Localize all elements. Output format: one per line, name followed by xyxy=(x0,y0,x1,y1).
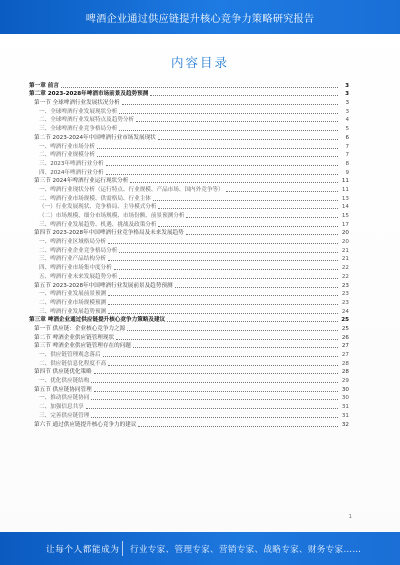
toc-entry-leader-dots xyxy=(133,347,338,348)
toc-entry[interactable] xyxy=(29,228,349,237)
toc-entry-label: 一、推动供应链协同 xyxy=(39,395,90,402)
toc-entry[interactable] xyxy=(29,176,349,185)
toc-entry-page: 30 xyxy=(341,386,349,393)
toc-entry-page: 13 xyxy=(341,195,349,202)
toc-entry[interactable] xyxy=(29,245,349,254)
toc-entry-page: 20 xyxy=(341,239,349,246)
toc-entry-label: 一、供应链管理观念落后 xyxy=(39,352,101,358)
toc-entry-leader-dots xyxy=(119,252,338,253)
toc-entry[interactable] xyxy=(29,158,349,167)
toc-entry-page: 6 xyxy=(345,134,349,141)
toc-entry-page: 23 xyxy=(341,291,349,298)
toc-entry-leader-dots xyxy=(119,130,338,131)
toc-entry-page: 26 xyxy=(341,334,349,341)
toc-entry[interactable] xyxy=(29,349,349,358)
toc-entry-label: 第三节 啤酒企业供应链管理存在的问题 xyxy=(34,343,131,350)
toc-entry-leader-dots xyxy=(108,304,338,305)
toc-entry-label: 五、啤酒行业未来发展趋势分析 xyxy=(39,273,118,280)
toc-entry-leader-dots xyxy=(106,165,338,166)
toc-entry-label: 四、啤酒行业市场集中度分析 xyxy=(39,265,112,272)
toc-entry-leader-dots xyxy=(108,260,338,261)
toc-entry-leader-dots xyxy=(114,269,338,270)
toc-entry[interactable] xyxy=(29,410,349,419)
toc-entry-leader-dots xyxy=(127,330,338,331)
toc-entry-leader-dots xyxy=(158,226,338,227)
toc-entry-leader-dots xyxy=(61,87,338,88)
toc-entry-label: 第一章 前言 xyxy=(29,82,59,89)
toc-entry-label: 第五节 供应链协同管理 xyxy=(34,386,92,393)
toc-entry[interactable] xyxy=(29,332,349,341)
toc-entry-leader-dots xyxy=(97,156,338,157)
toc-entry-label: 第三节 2024年啤酒行业运行现状分析 xyxy=(34,178,129,185)
toc-entry-page: 23 xyxy=(341,299,349,306)
toc-entry[interactable] xyxy=(29,219,349,228)
toc-entry[interactable] xyxy=(29,106,349,115)
toc-entry-label: 二、啤酒行业市场规模、供需格局、行业主体 xyxy=(39,195,151,202)
toc-entry-page: 30 xyxy=(341,395,349,402)
toc-entry-leader-dots xyxy=(119,278,338,279)
footer-divider xyxy=(122,541,123,556)
toc-entry-label: 第一节 全球啤酒行业发展状况分析 xyxy=(34,100,120,107)
toc-entry[interactable] xyxy=(29,193,349,202)
toc-entry-label: 第五节 2023-2028年中国啤酒行业发展前景及趋势预测 xyxy=(34,282,173,289)
toc-entry-leader-dots xyxy=(86,408,338,409)
toc-entry-page: 7 xyxy=(345,143,349,150)
toc-entry[interactable] xyxy=(29,123,349,132)
table-of-contents xyxy=(29,80,349,428)
toc-entry-page: 7 xyxy=(345,152,349,159)
toc-entry-page: 20 xyxy=(341,230,349,237)
toc-entry-label: 第一节 供应链：企业核心竞争力之源 xyxy=(34,325,126,332)
toc-entry-page: 8 xyxy=(345,160,349,167)
toc-entry-leader-dots xyxy=(186,234,338,235)
toc-entry[interactable] xyxy=(29,297,349,306)
toc-entry-leader-dots xyxy=(158,208,338,209)
toc-entry[interactable] xyxy=(29,289,349,298)
toc-entry[interactable] xyxy=(29,97,349,106)
toc-entry-page: 27 xyxy=(341,352,349,358)
toc-entry-leader-dots xyxy=(116,339,338,340)
toc-entry[interactable] xyxy=(29,306,349,315)
toc-entry-page: 23 xyxy=(341,282,349,289)
toc-entry-leader-dots xyxy=(119,113,338,114)
toc-entry-page: 4 xyxy=(345,117,349,124)
toc-entry-label: 第二节 啤酒企业供应链管理现状 xyxy=(34,334,115,341)
toc-entry-leader-dots xyxy=(108,243,338,244)
toc-entry-leader-dots xyxy=(122,104,338,105)
toc-entry-leader-dots xyxy=(130,182,338,183)
toc-entry-label: （一）行业发展现状、竞争格局、主导模式分析 xyxy=(39,204,157,211)
toc-entry[interactable] xyxy=(29,384,349,393)
toc-entry-page: 11 xyxy=(341,178,349,185)
toc-entry-leader-dots xyxy=(108,295,338,296)
toc-entry[interactable] xyxy=(29,262,349,271)
toc-entry-label: 三、啤酒行业产品结构分析 xyxy=(39,256,107,263)
toc-entry-page: 31 xyxy=(341,412,349,419)
toc-entry-page: 9 xyxy=(345,169,349,176)
toc-entry-leader-dots xyxy=(186,217,338,218)
footer-slogan-right: 行业专家、管理专家、营销专家、战略专家、财务专家…… xyxy=(130,545,362,555)
toc-entry-label: 一、啤酒行业市场分析 xyxy=(39,143,95,150)
toc-entry-label: 第二节 2023-2024年中国啤酒行业市场发展现状 xyxy=(34,134,156,141)
toc-entry-leader-dots xyxy=(103,356,338,357)
toc-entry[interactable] xyxy=(29,358,349,367)
report-title: 啤酒企业通过供应链提升核心竞争力策略研究报告 xyxy=(85,13,315,25)
toc-entry-leader-dots xyxy=(108,365,338,366)
toc-entry-leader-dots xyxy=(91,382,338,383)
page-number: 1 xyxy=(348,514,352,520)
toc-entry-page: 28 xyxy=(341,360,349,367)
toc-entry-leader-dots xyxy=(94,373,338,374)
report-footer-banner xyxy=(0,532,400,565)
toc-entry-label: 四、2024年啤酒行业分析 xyxy=(39,169,104,176)
toc-entry[interactable] xyxy=(29,271,349,280)
toc-entry-page: 25 xyxy=(341,325,349,332)
toc-entry-page: 14 xyxy=(341,204,349,211)
toc-entry-label: （二）市场规模、细分市场规模、市场份额、前景预测分析 xyxy=(39,213,185,219)
toc-entry[interactable] xyxy=(29,236,349,245)
toc-entry[interactable] xyxy=(29,89,349,98)
toc-entry-label: 三、啤酒行业发展趋势、机遇、挑战及政策分析 xyxy=(39,221,157,228)
toc-entry-page: 22 xyxy=(341,265,349,272)
toc-entry-leader-dots xyxy=(138,426,338,427)
toc-entry[interactable] xyxy=(29,202,349,211)
toc-entry-label: 第四节 2023-2028年中国啤酒行业竞争格局及未来发展趋势 xyxy=(34,230,184,237)
toc-entry-leader-dots xyxy=(97,148,338,149)
toc-entry-page: 3 xyxy=(345,91,349,98)
toc-entry-label: 三、啤酒行业发展趋势预测 xyxy=(39,308,107,315)
toc-entry-page: 22 xyxy=(341,273,349,280)
toc-entry-label: 一、啤酒行业发展前景预测 xyxy=(39,291,107,298)
toc-entry-page: 21 xyxy=(341,256,349,263)
toc-entry[interactable] xyxy=(29,375,349,384)
toc-entry[interactable] xyxy=(29,367,349,376)
toc-entry-leader-dots xyxy=(175,287,338,288)
toc-entry-label: 第六节 通过供应链提升核心竞争力的建议 xyxy=(34,421,137,428)
toc-entry-page: 25 xyxy=(341,317,349,324)
toc-entry-label: 二、加强信息共享 xyxy=(39,404,84,411)
toc-entry[interactable] xyxy=(29,315,349,324)
toc-entry[interactable] xyxy=(29,393,349,402)
toc-entry[interactable] xyxy=(29,141,349,150)
toc-entry-leader-dots xyxy=(108,313,338,314)
toc-entry-page: 31 xyxy=(341,404,349,411)
toc-entry-page: 15 xyxy=(341,213,349,219)
toc-entry-page: 17 xyxy=(341,221,349,228)
toc-entry-label: 二、啤酒行业规模分析 xyxy=(39,152,95,159)
toc-entry[interactable] xyxy=(29,167,349,176)
toc-entry-leader-dots xyxy=(136,121,338,122)
toc-entry-leader-dots xyxy=(158,139,338,140)
toc-entry-page: 24 xyxy=(341,308,349,315)
toc-entry-page: 29 xyxy=(341,378,349,385)
toc-entry[interactable] xyxy=(29,280,349,289)
toc-entry[interactable] xyxy=(29,341,349,350)
toc-entry-label: 三、完善供应链管理 xyxy=(39,412,90,419)
footer-slogan-left: 让每个人都能成为 xyxy=(46,545,120,555)
toc-entry-leader-dots xyxy=(94,391,338,392)
toc-entry-label: 一、全球啤酒行业发展现状分析 xyxy=(39,108,118,115)
toc-entry-label: 第三章 啤酒企业通过供应链提升核心竞争力策略及建议 xyxy=(29,317,166,324)
toc-entry-page: 11 xyxy=(341,186,349,193)
toc-entry-page: 27 xyxy=(341,343,349,350)
toc-entry-leader-dots xyxy=(91,399,338,400)
toc-entry[interactable] xyxy=(29,80,349,89)
toc-entry[interactable] xyxy=(29,401,349,410)
toc-entry-leader-dots xyxy=(226,191,338,192)
toc-entry-label: 一、啤酒行业区域格局分析 xyxy=(39,239,107,246)
toc-entry[interactable] xyxy=(29,419,349,428)
toc-entry[interactable] xyxy=(29,254,349,263)
toc-entry-page: 28 xyxy=(341,369,349,376)
toc-entry-label: 一、啤酒行业现状分析（运行特点、行业规模、产品市场、国内外竞争等） xyxy=(39,186,224,193)
toc-entry-label: 二、供应链信息化程度不高 xyxy=(39,360,107,367)
toc-entry-leader-dots xyxy=(150,95,338,96)
toc-entry-page: 3 xyxy=(345,100,349,107)
toc-entry[interactable] xyxy=(29,132,349,141)
toc-entry-label: 第四节 供应链优化策略 xyxy=(34,369,92,376)
toc-entry-page: 5 xyxy=(345,126,349,133)
toc-entry[interactable] xyxy=(29,210,349,219)
toc-entry-label: 二、全球啤酒行业发展特点及趋势分析 xyxy=(39,117,135,124)
toc-entry[interactable] xyxy=(29,150,349,159)
toc-entry-label: 第二章 2023-2028年啤酒市场前景及趋势预测 xyxy=(29,91,149,98)
toc-entry-label: 二、啤酒行业企业竞争格局分析 xyxy=(39,247,118,254)
toc-entry-label: 二、啤酒行业市场规模预测 xyxy=(39,299,107,306)
toc-entry-leader-dots xyxy=(153,200,338,201)
toc-entry-leader-dots xyxy=(91,417,338,418)
toc-entry-label: 三、2023年啤酒行业分析 xyxy=(39,160,104,167)
report-header-banner xyxy=(0,0,400,34)
toc-entry-leader-dots xyxy=(167,321,338,322)
toc-entry[interactable] xyxy=(29,184,349,193)
toc-entry-page: 3 xyxy=(345,82,349,89)
toc-entry-page: 32 xyxy=(341,421,349,428)
toc-entry-label: 三、全球啤酒行业竞争格局分析 xyxy=(39,126,118,133)
toc-title: 内容目录 xyxy=(170,55,229,70)
toc-entry-leader-dots xyxy=(106,174,338,175)
toc-entry-page: 3 xyxy=(345,108,349,115)
toc-entry-label: 一、优化供应链结构 xyxy=(39,378,90,385)
toc-entry[interactable] xyxy=(29,323,349,332)
toc-entry-page: 21 xyxy=(341,247,349,254)
toc-entry[interactable] xyxy=(29,115,349,124)
